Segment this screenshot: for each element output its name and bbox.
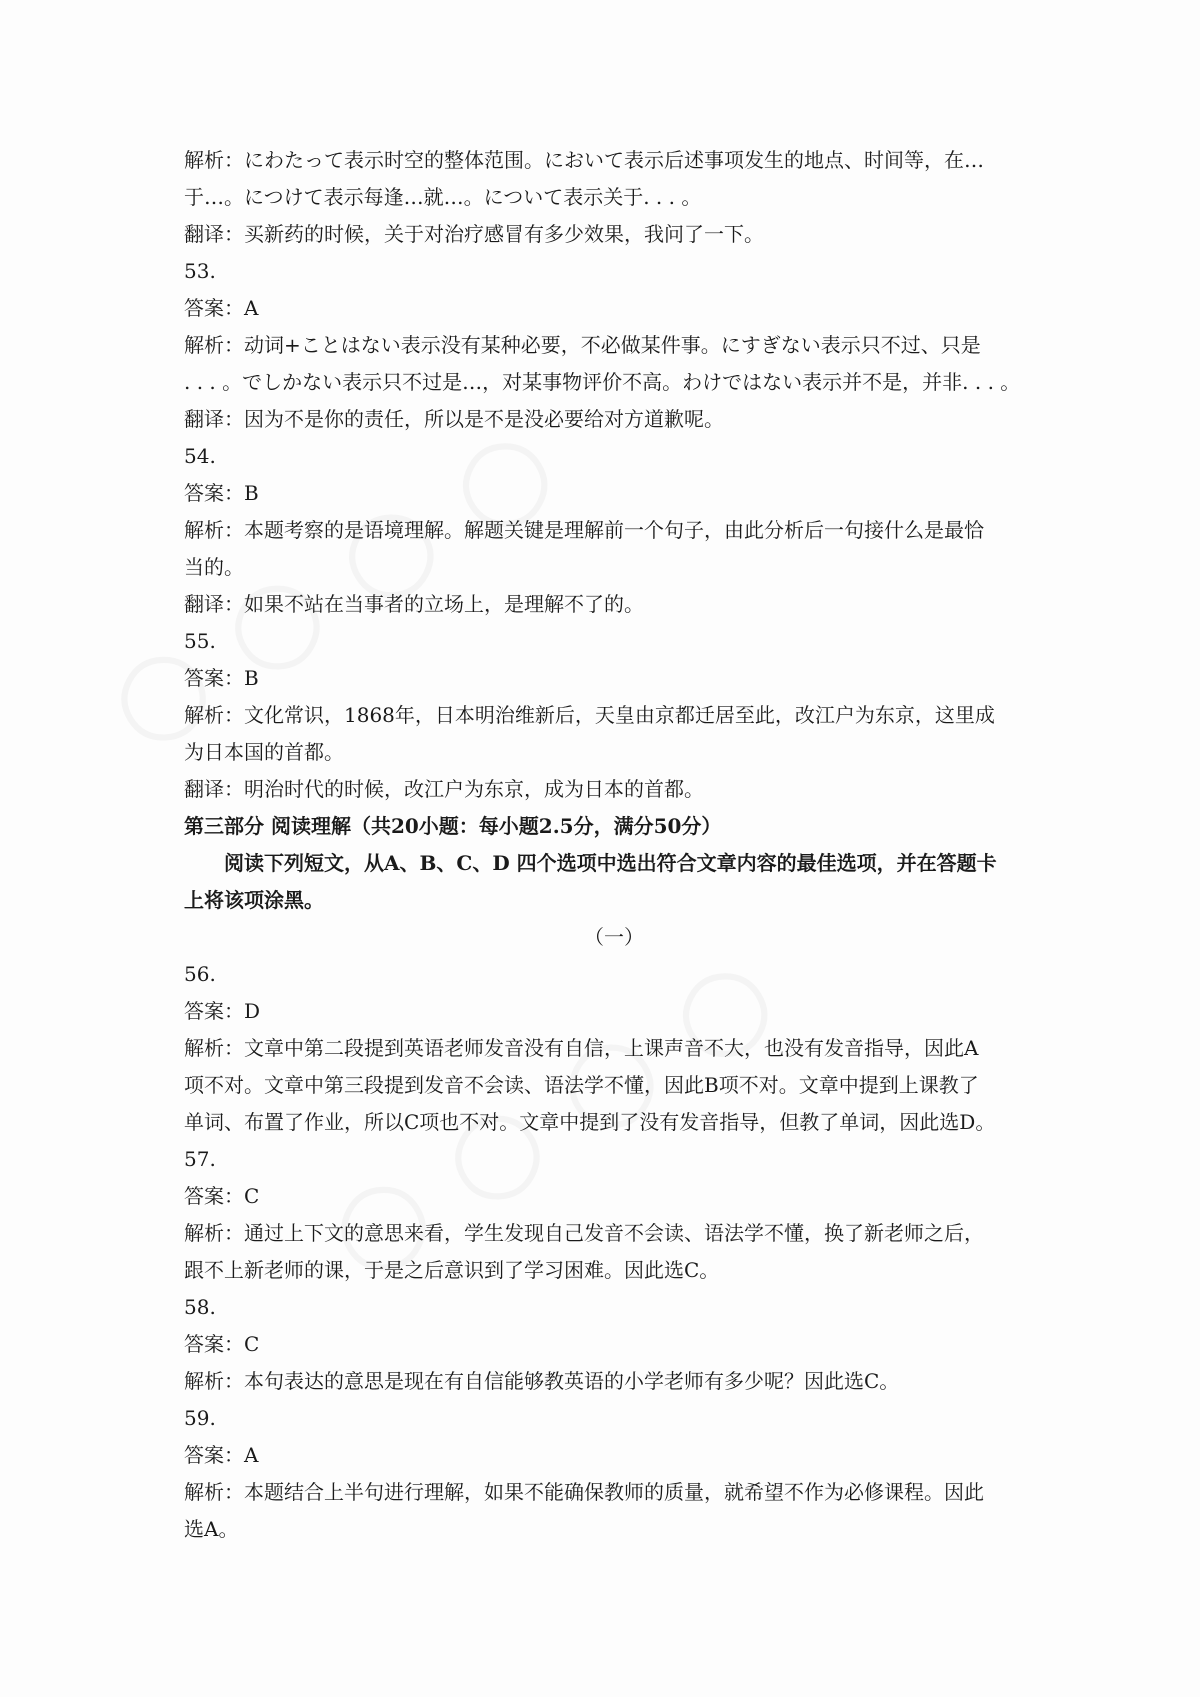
text-line: 于…。につけて表示每逢…就…。について表示关于. . . 。 xyxy=(184,185,702,209)
text-line: 57. xyxy=(184,1147,216,1171)
text-line: 解析：本题结合上半句进行理解，如果不能确保教师的质量，就希望不作为必修课程。因此 xyxy=(184,1480,984,1504)
text-line: 解析：文章中第二段提到英语老师发音没有自信，上课声音不大，也没有发音指导，因此A xyxy=(184,1036,979,1060)
text-line: 答案：C xyxy=(184,1332,260,1356)
text-line: 翻译：因为不是你的责任，所以是不是没必要给对方道歉呢。 xyxy=(184,407,724,431)
text-line: 阅读下列短文，从A、B、C、D 四个选项中选出符合文章内容的最佳选项，并在答题卡 xyxy=(224,851,997,875)
text-line: 答案：D xyxy=(184,999,261,1023)
text-line: 翻译：如果不站在当事者的立场上，是理解不了的。 xyxy=(184,592,644,616)
text-line: 为日本国的首都。 xyxy=(184,740,344,764)
text-line: 翻译：买新药的时候，关于对治疗感冒有多少效果，我问了一下。 xyxy=(184,222,764,246)
text-line: 第三部分 阅读理解（共20小题：每小题2.5分，满分50分） xyxy=(184,814,722,838)
text-line: 55. xyxy=(184,629,216,653)
text-line: 单词、布置了作业，所以C项也不对。文章中提到了没有发音指导，但教了单词，因此选D。 xyxy=(184,1110,996,1134)
text-line: 59. xyxy=(184,1406,216,1430)
text-line: 翻译：明治时代的时候，改江户为东京，成为日本的首都。 xyxy=(184,777,704,801)
text-line: 解析：通过上下文的意思来看，学生发现自己发音不会读、语法学不懂，换了新老师之后， xyxy=(184,1221,984,1245)
text-line: 答案：C xyxy=(184,1184,260,1208)
text-line: 58. xyxy=(184,1295,216,1319)
text-line: 解析：本句表达的意思是现在有自信能够教英语的小学老师有多少呢？因此选C。 xyxy=(184,1369,900,1393)
text-line: 项不对。文章中第三段提到发音不会读、语法学不懂，因此B项不对。文章中提到上课教了 xyxy=(184,1073,979,1097)
text-line: 上将该项涂黑。 xyxy=(184,888,324,912)
document-body xyxy=(184,142,1044,1548)
text-line: 54. xyxy=(184,444,216,468)
text-line: 答案：B xyxy=(184,481,259,505)
text-line: 解析：にわたって表示时空的整体范围。において表示后述事项发生的地点、时间等，在… xyxy=(184,148,984,172)
text-line: 56. xyxy=(184,962,216,986)
text-line: 答案：A xyxy=(184,1443,259,1467)
text-line: 解析：本题考察的是语境理解。解题关键是理解前一个句子，由此分析后一句接什么是最恰 xyxy=(184,518,984,542)
text-line: （一） xyxy=(584,925,644,949)
text-line: 答案：B xyxy=(184,666,259,690)
text-line: 53. xyxy=(184,259,216,283)
text-line: 解析：动词+ことはない表示没有某种必要，不必做某件事。にすぎない表示只不过、只是 xyxy=(184,333,981,357)
text-line: 选A。 xyxy=(184,1517,239,1541)
text-line: 当的。 xyxy=(184,555,244,579)
text-line: 答案：A xyxy=(184,296,259,320)
text-line: . . . 。でしかない表示只不过是…，对某事物评价不高。わけではない表示并不是，并非. . . 。 xyxy=(184,370,1021,394)
text-line: 跟不上新老师的课，于是之后意识到了学习困难。因此选C。 xyxy=(184,1258,720,1282)
text-line: 解析：文化常识，1868年，日本明治维新后，天皇由京都迁居至此，改江户为东京，这里成 xyxy=(184,703,995,727)
